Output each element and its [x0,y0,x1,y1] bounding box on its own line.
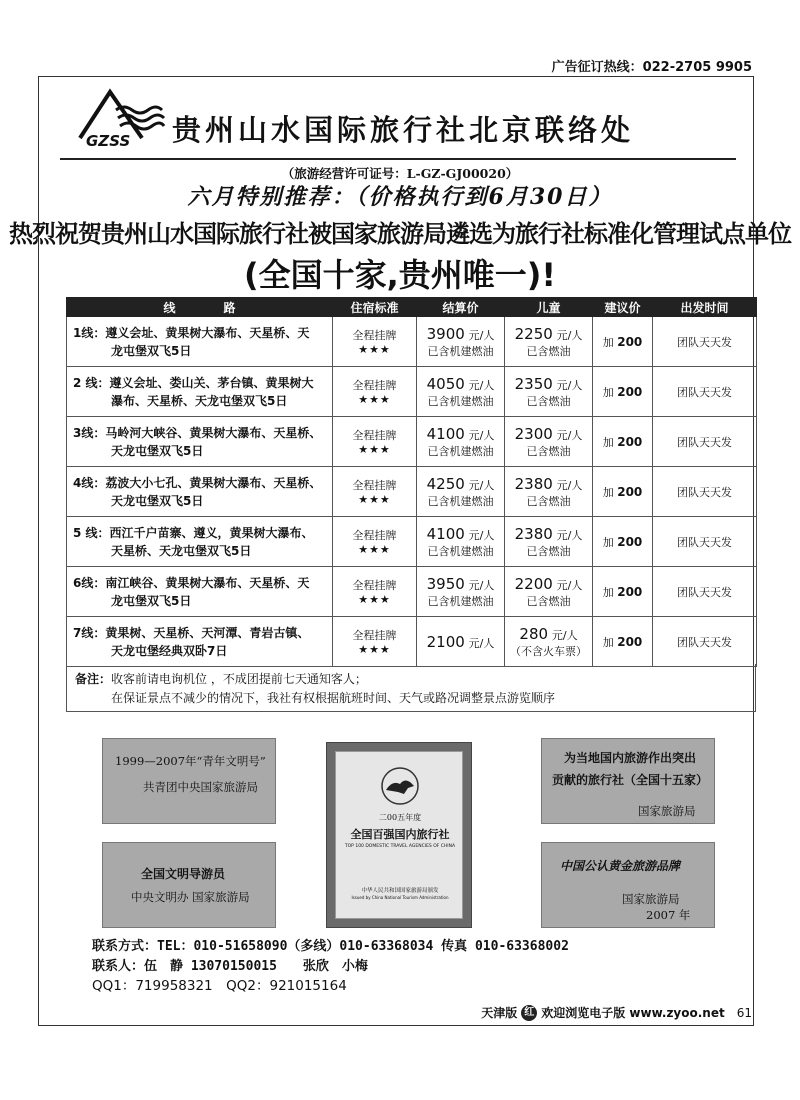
notes-line-1: 收客前请电询机位 ，不成团提前七天通知客人； [111,672,367,686]
notes-label: 备注： [75,672,112,686]
route-line-2: 天龙屯堡双飞5日 [111,493,204,508]
settlement-price: 4250 [426,474,465,493]
accommodation-cell [333,317,417,367]
child-price: 2200 [514,574,553,593]
child-price: 2250 [514,324,553,343]
accommodation-cell [333,617,417,667]
settlement-price: 4100 [426,524,465,543]
table-body [67,317,757,667]
settlement-price-note: 已含机建燃油 [427,444,494,458]
award-year: 二00五年度 [378,813,422,822]
suggested-price: 200 [617,534,643,549]
child-price: 2380 [514,474,553,493]
settlement-price-unit: 元/人 [468,378,495,392]
plaque-golden-brand [541,842,715,928]
suggested-price-cell [593,417,653,467]
accommodation-standard: 全程挂牌 [352,479,397,492]
footer-website[interactable]: 欢迎浏览电子版 www.zyoo.net [541,1006,725,1020]
contact-phones: 联系方式：TEL：010-51658090（多线）010-63368034 传真 010-63368002 [92,939,569,954]
route-line-1: 4线：荔波大小七孔、黄果树大瀑布、天星桥、 [73,475,322,490]
settlement-price-unit: 元/人 [468,428,495,442]
child-price-unit: 元/人 [556,428,583,442]
child-price-unit: 元/人 [551,628,578,642]
unique-highlight: (全国十家,贵州唯一)! [243,256,556,294]
page-footer [481,1004,752,1021]
settlement-price: 4100 [426,424,465,443]
congratulation-headline: 热烈祝贺贵州山水国际旅行社被国家旅游局遴选为旅行社标准化管理试点单位 [9,220,791,248]
table-row [67,367,757,417]
suggested-price-cell [593,617,653,667]
route-cell [67,517,333,567]
settlement-price-cell [417,517,505,567]
route-cell [67,317,333,367]
footer-edition: 天津版 [481,1006,518,1020]
table-row [67,317,757,367]
star-rating: ★★★ [358,343,391,356]
settlement-price-cell [417,567,505,617]
star-rating: ★★★ [358,643,391,656]
suggested-price-prefix: 加 [602,385,614,399]
accommodation-cell [333,517,417,567]
special-offer-heading: 六月特别推荐：（价格执行到6月30日） [187,184,613,210]
award-issuer: 中华人民共和国国家旅游局颁发 [361,888,439,894]
settlement-price-unit: 元/人 [468,478,495,492]
settlement-price: 4050 [426,374,465,393]
notes-box [66,664,756,712]
star-rating: ★★★ [358,593,391,606]
header-route: 线 路 [67,298,333,317]
star-rating: ★★★ [358,393,391,406]
settlement-price-cell [417,617,505,667]
suggested-price-cell [593,517,653,567]
child-price-note: 已含燃油 [526,594,571,608]
route-line-2: 龙屯堡双飞5日 [111,343,192,358]
settlement-price: 3950 [426,574,465,593]
suggested-price-prefix: 加 [602,485,614,499]
child-price-cell [505,467,593,517]
accommodation-cell [333,417,417,467]
settlement-price-cell [417,467,505,517]
child-price: 2350 [514,374,553,393]
accommodation-standard: 全程挂牌 [352,329,397,342]
award-issuer-en: Issued by China National Tourism Administration [351,895,449,900]
table-row [67,417,757,467]
child-price-cell [505,367,593,417]
route-cell [67,567,333,617]
accommodation-standard: 全程挂牌 [352,379,397,392]
header-settlement-price: 结算价 [417,298,505,317]
header-divider [60,158,736,160]
star-rating: ★★★ [358,543,391,556]
departure-cell: 团队天天发 [653,467,757,517]
page-number: 61 [736,1005,752,1020]
plaque-youth-civilization [102,738,276,824]
suggested-price-prefix: 加 [602,335,614,349]
accommodation-standard: 全程挂牌 [352,429,397,442]
suggested-price: 200 [617,584,643,599]
suggested-price-prefix: 加 [602,635,614,649]
settlement-price-cell [417,417,505,467]
child-price-cell [505,517,593,567]
plaque-outstanding-contribution [541,738,715,824]
suggested-price-prefix: 加 [602,585,614,599]
suggested-price-cell [593,567,653,617]
settlement-price-unit: 元/人 [468,328,495,342]
departure-cell: 团队天天发 [653,567,757,617]
departure-cell: 团队天天发 [653,317,757,367]
route-line-1: 6线：南江峡谷、黄果树大瀑布、天星桥、天 [73,575,310,590]
award-title-en: TOP 100 DOMESTIC TRAVEL AGENCIES OF CHINA [344,844,456,849]
child-price-note: 已含燃油 [526,494,571,508]
plaque-top-line-1: 为当地国内旅游作出突出 [564,751,697,765]
suggested-price: 200 [617,384,643,399]
plaque-guide-issuer: 中央文明办 国家旅游局 [131,890,250,904]
plaque-civilized-guide [102,842,276,928]
plaque-brand-issuer: 国家旅游局 [622,892,680,906]
child-price: 2300 [514,424,553,443]
suggested-price-cell [593,467,653,517]
child-price-note: 已含燃油 [526,344,571,358]
departure-cell: 团队天天发 [653,617,757,667]
contact-info [92,937,569,977]
child-price: 2380 [514,524,553,543]
route-line-1: 3线：马岭河大峡谷、黄果树大瀑布、天星桥、 [73,425,322,440]
header-departure: 出发时间 [653,298,757,317]
company-name: 贵州山水国际旅行社北京联络处 [172,113,635,147]
settlement-price-note: 已含机建燃油 [427,394,494,408]
child-price-cell [505,567,593,617]
plaque-youth-title: 1999—2007年“青年文明号” [115,754,266,768]
route-cell [67,417,333,467]
child-price-cell [505,317,593,367]
notes-line-2: 在保证景点不减少的情况下，我社有权根据航班时间、天气或路况调整景点游览顺序 [111,691,556,705]
settlement-price-unit: 元/人 [468,578,495,592]
suggested-price: 200 [617,484,643,499]
license-number: （旅游经营许可证号：L-GZ-GJ00020） [281,166,519,181]
plaque-top-line-2: 贡献的旅行社（全国十五家） [552,773,709,787]
settlement-price: 3900 [426,324,465,343]
star-rating: ★★★ [358,443,391,456]
suggested-price-cell [593,367,653,417]
footer-badge-icon: 红 [521,1005,537,1021]
child-price: 280 [519,624,549,643]
accommodation-standard: 全程挂牌 [352,529,397,542]
header-child-price: 儿童 [505,298,593,317]
route-line-1: 2 线：遵义会址、娄山关、茅台镇、黄果树大 [73,375,314,390]
star-rating: ★★★ [358,493,391,506]
child-price-note: 已含燃油 [526,544,571,558]
award-title: 全国百强国内旅行社 [350,828,450,841]
suggested-price: 200 [617,634,643,649]
child-price-note: （不含火车票） [510,644,587,658]
settlement-price-note: 已含机建燃油 [427,594,494,608]
route-line-2: 瀑布、天星桥、天龙屯堡双飞5日 [111,393,288,408]
award-certificate [335,751,463,919]
accommodation-cell [333,567,417,617]
child-price-cell [505,417,593,467]
departure-cell: 团队天天发 [653,367,757,417]
contact-qq: QQ1：719958321 QQ2：921015164 [92,978,347,994]
child-price-unit: 元/人 [556,378,583,392]
departure-cell: 团队天天发 [653,417,757,467]
route-price-table [66,297,757,667]
route-line-1: 7线：黄果树、天星桥、天河潭、青岩古镇、 [73,625,310,640]
route-line-2: 天星桥、天龙屯堡双飞5日 [111,543,252,558]
plaque-brand-title: 中国公认黄金旅游品牌 [560,859,681,873]
accommodation-cell [333,367,417,417]
accommodation-standard: 全程挂牌 [352,629,397,642]
child-price-note: 已含燃油 [526,444,571,458]
child-price-cell [505,617,593,667]
table-row [67,567,757,617]
route-cell [67,467,333,517]
company-logo [72,86,168,148]
header-suggested-price: 建议价 [593,298,653,317]
settlement-price-note: 已含机建燃油 [427,344,494,358]
table-row [67,617,757,667]
ad-hotline: 广告征订热线：022-2705 9905 [551,60,752,75]
suggested-price: 200 [617,334,643,349]
accommodation-standard: 全程挂牌 [352,579,397,592]
route-line-1: 1线：遵义会址、黄果树大瀑布、天星桥、天 [73,325,310,340]
accommodation-cell [333,467,417,517]
settlement-price: 2100 [426,632,465,651]
route-line-2: 天龙屯堡经典双卧7日 [111,643,228,658]
settlement-price-unit: 元/人 [468,636,495,650]
child-price-unit: 元/人 [556,528,583,542]
table-row [67,467,757,517]
settlement-price-cell [417,317,505,367]
suggested-price-prefix: 加 [602,435,614,449]
child-price-unit: 元/人 [556,578,583,592]
plaque-top-issuer: 国家旅游局 [638,804,696,818]
plaque-guide-title: 全国文明导游员 [141,867,226,881]
settlement-price-note: 已含机建燃油 [427,544,494,558]
contact-persons: 联系人：伍 静 13070150015 张欣 小梅 [92,959,368,974]
child-price-note: 已含燃油 [526,394,571,408]
settlement-price-cell [417,367,505,417]
table-header-row [67,298,757,317]
suggested-price-cell [593,317,653,367]
suggested-price-prefix: 加 [602,535,614,549]
plaque-brand-year: 2007 年 [646,908,691,922]
settlement-price-note: 已含机建燃油 [427,494,494,508]
child-price-unit: 元/人 [556,478,583,492]
departure-cell: 团队天天发 [653,517,757,567]
suggested-price: 200 [617,434,643,449]
plaque-youth-issuer: 共青团中央国家旅游局 [143,780,258,794]
award-emblem-icon [378,766,422,806]
route-line-2: 天龙屯堡双飞5日 [111,443,204,458]
settlement-price-unit: 元/人 [468,528,495,542]
route-cell [67,367,333,417]
header-accommodation: 住宿标准 [333,298,417,317]
route-line-1: 5 线：西江千户苗寨、遵义，黄果树大瀑布、 [73,525,314,540]
route-cell [67,617,333,667]
table-row [67,517,757,567]
logo-text: GZSS [86,132,131,148]
route-line-2: 龙屯堡双飞5日 [111,593,192,608]
child-price-unit: 元/人 [556,328,583,342]
